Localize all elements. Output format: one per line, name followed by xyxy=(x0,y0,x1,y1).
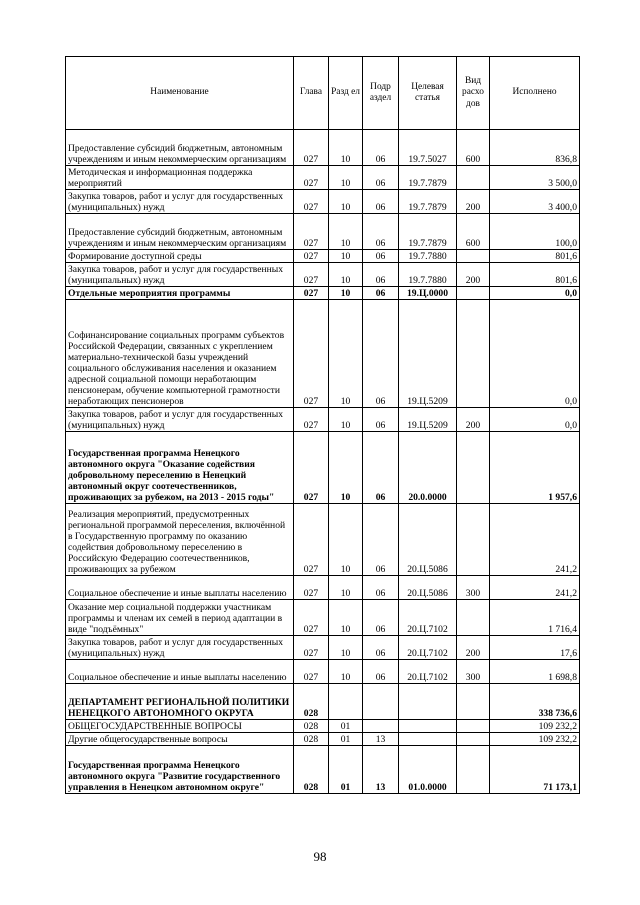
cell-expense-type xyxy=(457,300,490,408)
cell-target-article: 20.Ц.7102 xyxy=(399,600,457,636)
table-row xyxy=(66,504,580,576)
cell-subsection: 06 xyxy=(363,600,399,636)
cell-expense-type xyxy=(457,250,490,263)
cell-section: 01 xyxy=(329,720,363,733)
cell-target-article: 19.7.5027 xyxy=(399,130,457,166)
cell-section: 10 xyxy=(329,408,363,432)
cell-executed: 1 698,8 xyxy=(490,660,580,684)
cell-name: Методическая и информационная поддержка мероприятий xyxy=(66,166,294,190)
cell-subsection: 06 xyxy=(363,287,399,300)
cell-expense-type: 200 xyxy=(457,408,490,432)
cell-target-article: 19.Ц.5209 xyxy=(399,300,457,408)
cell-target-article: 20.0.0000 xyxy=(399,432,457,504)
cell-target-article: 19.7.7879 xyxy=(399,214,457,250)
cell-target-article: 20.Ц.5086 xyxy=(399,504,457,576)
cell-chapter: 028 xyxy=(294,684,329,720)
cell-executed: 801,6 xyxy=(490,263,580,287)
table-row xyxy=(66,408,580,432)
cell-subsection: 06 xyxy=(363,504,399,576)
cell-executed: 1 957,6 xyxy=(490,432,580,504)
cell-name: Предоставление субсидий бюджетным, автономным учреждениям и иным некоммерческим организациям xyxy=(66,130,294,166)
cell-expense-type: 200 xyxy=(457,263,490,287)
cell-name: ДЕПАРТАМЕНТ РЕГИОНАЛЬНОЙ ПОЛИТИКИ НЕНЕЦКОГО АВТОНОМНОГО ОКРУГА xyxy=(66,684,294,720)
table-row xyxy=(66,300,580,408)
cell-section: 10 xyxy=(329,636,363,660)
cell-chapter: 027 xyxy=(294,300,329,408)
cell-name: ОБЩЕГОСУДАРСТВЕННЫЕ ВОПРОСЫ xyxy=(66,720,294,733)
cell-expense-type xyxy=(457,166,490,190)
cell-expense-type xyxy=(457,684,490,720)
table-row xyxy=(66,432,580,504)
table-row xyxy=(66,576,580,600)
cell-subsection: 06 xyxy=(363,250,399,263)
cell-section: 10 xyxy=(329,166,363,190)
cell-name: Отдельные мероприятия программы xyxy=(66,287,294,300)
table-body xyxy=(66,130,580,794)
header-executed: Исполнено xyxy=(490,57,580,130)
cell-executed: 17,6 xyxy=(490,636,580,660)
cell-expense-type: 300 xyxy=(457,576,490,600)
cell-expense-type: 300 xyxy=(457,660,490,684)
header-expense-type: Вид расхо дов xyxy=(457,57,490,130)
cell-expense-type: 600 xyxy=(457,214,490,250)
cell-subsection: 06 xyxy=(363,166,399,190)
cell-chapter: 027 xyxy=(294,287,329,300)
cell-executed: 241,2 xyxy=(490,504,580,576)
cell-name: Закупка товаров, работ и услуг для государственных (муниципальных) нужд xyxy=(66,190,294,214)
budget-execution-table xyxy=(65,56,580,794)
cell-section: 10 xyxy=(329,300,363,408)
cell-expense-type xyxy=(457,720,490,733)
table-row xyxy=(66,660,580,684)
cell-name: Реализация мероприятий, предусмотренных региональной программой переселения, включённой в Государственную программу по оказанию содействия добровольному переселению в Российскую Федерацию соотечественников, проживающих за рубежом xyxy=(66,504,294,576)
table-row xyxy=(66,250,580,263)
cell-chapter: 027 xyxy=(294,130,329,166)
cell-section: 10 xyxy=(329,263,363,287)
cell-target-article: 19.7.7879 xyxy=(399,190,457,214)
table-row xyxy=(66,636,580,660)
cell-subsection: 06 xyxy=(363,636,399,660)
cell-chapter: 027 xyxy=(294,576,329,600)
cell-executed: 0,0 xyxy=(490,300,580,408)
cell-expense-type xyxy=(457,432,490,504)
cell-section: 01 xyxy=(329,746,363,794)
cell-name: Государственная программа Ненецкого автономного округа "Оказание содействия добровольному переселению в Ненецкий автономный округ соотечественников, проживающих за рубежом, на 2013 - 2015 годы" xyxy=(66,432,294,504)
cell-executed: 109 232,2 xyxy=(490,720,580,733)
cell-target-article: 01.0.0000 xyxy=(399,746,457,794)
header-target-article: Целевая статья xyxy=(399,57,457,130)
cell-name: Социальное обеспечение и иные выплаты населению xyxy=(66,576,294,600)
cell-executed: 109 232,2 xyxy=(490,733,580,746)
cell-name: Софинансирование социальных программ субъектов Российской Федерации, связанных с укреплением материально-технической базы учреждений социального обслуживания населения и оказанием адресной социальной помощи неработающим пенсионерам, обучение компьютерной грамотности неработающих пенсионеров xyxy=(66,300,294,408)
table-row xyxy=(66,190,580,214)
cell-executed: 3 400,0 xyxy=(490,190,580,214)
cell-chapter: 027 xyxy=(294,600,329,636)
cell-target-article: 19.7.7879 xyxy=(399,166,457,190)
cell-name: Другие общегосударственные вопросы xyxy=(66,733,294,746)
cell-executed: 241,2 xyxy=(490,576,580,600)
cell-target-article xyxy=(399,733,457,746)
table-row xyxy=(66,130,580,166)
cell-section: 01 xyxy=(329,733,363,746)
cell-subsection: 06 xyxy=(363,432,399,504)
cell-subsection xyxy=(363,684,399,720)
table-row xyxy=(66,684,580,720)
cell-name: Закупка товаров, работ и услуг для государственных (муниципальных) нужд xyxy=(66,263,294,287)
header-subsection: Подр аздел xyxy=(363,57,399,130)
cell-section: 10 xyxy=(329,190,363,214)
cell-expense-type xyxy=(457,746,490,794)
cell-executed: 801,6 xyxy=(490,250,580,263)
table-row xyxy=(66,287,580,300)
table-row xyxy=(66,720,580,733)
cell-chapter: 027 xyxy=(294,432,329,504)
cell-target-article: 20.Ц.7102 xyxy=(399,636,457,660)
cell-section: 10 xyxy=(329,130,363,166)
table-row xyxy=(66,166,580,190)
cell-subsection: 06 xyxy=(363,214,399,250)
cell-subsection: 13 xyxy=(363,746,399,794)
cell-subsection: 06 xyxy=(363,660,399,684)
header-section: Разд ел xyxy=(329,57,363,130)
cell-chapter: 027 xyxy=(294,408,329,432)
cell-target-article: 19.Ц.0000 xyxy=(399,287,457,300)
table-row xyxy=(66,214,580,250)
cell-expense-type: 200 xyxy=(457,636,490,660)
cell-section: 10 xyxy=(329,432,363,504)
budget-table-container xyxy=(65,56,580,794)
cell-expense-type xyxy=(457,504,490,576)
cell-executed: 1 716,4 xyxy=(490,600,580,636)
cell-section xyxy=(329,684,363,720)
cell-subsection: 06 xyxy=(363,263,399,287)
cell-chapter: 027 xyxy=(294,263,329,287)
cell-expense-type: 200 xyxy=(457,190,490,214)
cell-name: Государственная программа Ненецкого автономного округа "Развитие государственного управления в Ненецком автономном округе" xyxy=(66,746,294,794)
table-row xyxy=(66,746,580,794)
cell-name: Оказание мер социальной поддержки участникам программы и членам их семей в период адаптации в виде "подъёмных" xyxy=(66,600,294,636)
cell-subsection: 13 xyxy=(363,733,399,746)
cell-expense-type xyxy=(457,733,490,746)
cell-section: 10 xyxy=(329,214,363,250)
cell-subsection: 06 xyxy=(363,190,399,214)
cell-subsection xyxy=(363,720,399,733)
cell-chapter: 027 xyxy=(294,214,329,250)
cell-subsection: 06 xyxy=(363,130,399,166)
cell-chapter: 028 xyxy=(294,746,329,794)
cell-subsection: 06 xyxy=(363,408,399,432)
cell-executed: 0,0 xyxy=(490,287,580,300)
cell-subsection: 06 xyxy=(363,300,399,408)
table-row xyxy=(66,263,580,287)
table-row xyxy=(66,600,580,636)
cell-target-article: 19.7.7880 xyxy=(399,263,457,287)
cell-chapter: 027 xyxy=(294,166,329,190)
page-number: 98 xyxy=(313,849,327,864)
cell-name: Закупка товаров, работ и услуг для государственных (муниципальных) нужд xyxy=(66,408,294,432)
cell-section: 10 xyxy=(329,576,363,600)
cell-executed: 836,8 xyxy=(490,130,580,166)
cell-name: Предоставление субсидий бюджетным, автономным учреждениям и иным некоммерческим организациям xyxy=(66,214,294,250)
cell-chapter: 027 xyxy=(294,190,329,214)
cell-executed: 71 173,1 xyxy=(490,746,580,794)
cell-target-article: 20.Ц.7102 xyxy=(399,660,457,684)
cell-chapter: 028 xyxy=(294,720,329,733)
cell-section: 10 xyxy=(329,660,363,684)
cell-chapter: 027 xyxy=(294,636,329,660)
cell-expense-type xyxy=(457,287,490,300)
cell-section: 10 xyxy=(329,287,363,300)
cell-chapter: 028 xyxy=(294,733,329,746)
cell-name: Закупка товаров, работ и услуг для государственных (муниципальных) нужд xyxy=(66,636,294,660)
cell-chapter: 027 xyxy=(294,504,329,576)
header-chapter: Глава xyxy=(294,57,329,130)
cell-target-article xyxy=(399,720,457,733)
cell-expense-type xyxy=(457,600,490,636)
cell-executed: 338 736,6 xyxy=(490,684,580,720)
cell-section: 10 xyxy=(329,250,363,263)
table-row xyxy=(66,733,580,746)
cell-name: Социальное обеспечение и иные выплаты населению xyxy=(66,660,294,684)
cell-target-article: 19.7.7880 xyxy=(399,250,457,263)
table-header-row xyxy=(66,57,580,130)
cell-executed: 0,0 xyxy=(490,408,580,432)
cell-target-article: 20.Ц.5086 xyxy=(399,576,457,600)
cell-chapter: 027 xyxy=(294,250,329,263)
header-name: Наименование xyxy=(66,57,294,130)
cell-name: Формирование доступной среды xyxy=(66,250,294,263)
cell-section: 10 xyxy=(329,504,363,576)
cell-executed: 3 500,0 xyxy=(490,166,580,190)
cell-expense-type: 600 xyxy=(457,130,490,166)
cell-executed: 100,0 xyxy=(490,214,580,250)
cell-chapter: 027 xyxy=(294,660,329,684)
cell-subsection: 06 xyxy=(363,576,399,600)
cell-target-article xyxy=(399,684,457,720)
cell-target-article: 19.Ц.5209 xyxy=(399,408,457,432)
cell-section: 10 xyxy=(329,600,363,636)
